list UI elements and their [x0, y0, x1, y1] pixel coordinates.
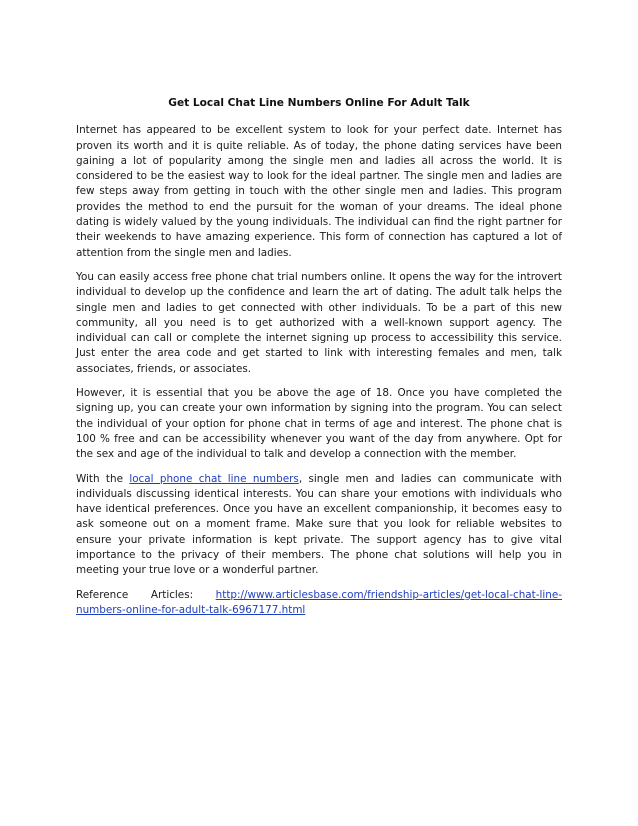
document-body [76, 96, 562, 627]
paragraph-3: However, it is essential that you be above the age of 18. Once you have completed the signing up, you can create your own information by signing into the program. You can select the individual of your option for phone chat in terms of age and interest. The phone chat is 100 % free and can be accessibility whenever you want of the day from anywhere. Opt for the sex and age of the individual to talk and develop a connection with the member. [76, 387, 562, 461]
chat-line-numbers-link[interactable]: local phone chat line numbers [129, 472, 299, 485]
reference-label: Reference Articles: [76, 588, 216, 601]
reference-url-link[interactable]: http://www.articlesbase.com/friendship-articles/get-local-chat-line-numbers-online-for-adult-talk-6967177.html [76, 588, 562, 616]
paragraph-2: You can easily access free phone chat trial numbers online. It opens the way for the introvert individual to develop up the confidence and learn the art of dating. The adult talk helps the single men and ladies to get connected with other individuals. To be a part of this new community, all you need is to get authorized with a well-known support agency. The individual can call or complete the internet signing up process to accessibility this service. Just enter the area code and get started to link with interesting females and men, talk associates, friends, or associates. [76, 270, 562, 375]
paragraph-4 [76, 472, 562, 579]
paragraph-1: Internet has appeared to be excellent system to look for your perfect date. Internet has proven its worth and it is quite reliable. As of today, the phone dating services have been gaining a lot of popularity among the single men and ladies all across the world. It is considered to be the easiest way to look for the ideal partner. The single men and ladies are few steps away from getting in touch with the other single men and ladies. This program provides the method to end the pursuit for the woman of your dreams. The ideal phone dating is widely valued by the young individuals. The individual can find the right partner for their weekends to have amazing experience. This form of connection has captured a lot of attention from the single men and ladies. [76, 124, 562, 259]
document-title: Get Local Chat Line Numbers Online For Adult Talk [168, 97, 470, 109]
paragraph-4-suffix: , single men and ladies can communicate with individuals discussing identical interests. You can share your emotions with individuals who have identical preferences. Once you have an excellent companionship, it becomes easy to ask someone out on a moment frame. Make sure that you look for reliable websites to ensure your private information is kept private. The support agency has to give vital importance to the privacy of their members. The phone chat solutions will help you in meeting your true love or a wonderful partner. [76, 472, 562, 577]
reference-line [76, 588, 562, 619]
paragraph-4-prefix: With the [76, 472, 130, 485]
